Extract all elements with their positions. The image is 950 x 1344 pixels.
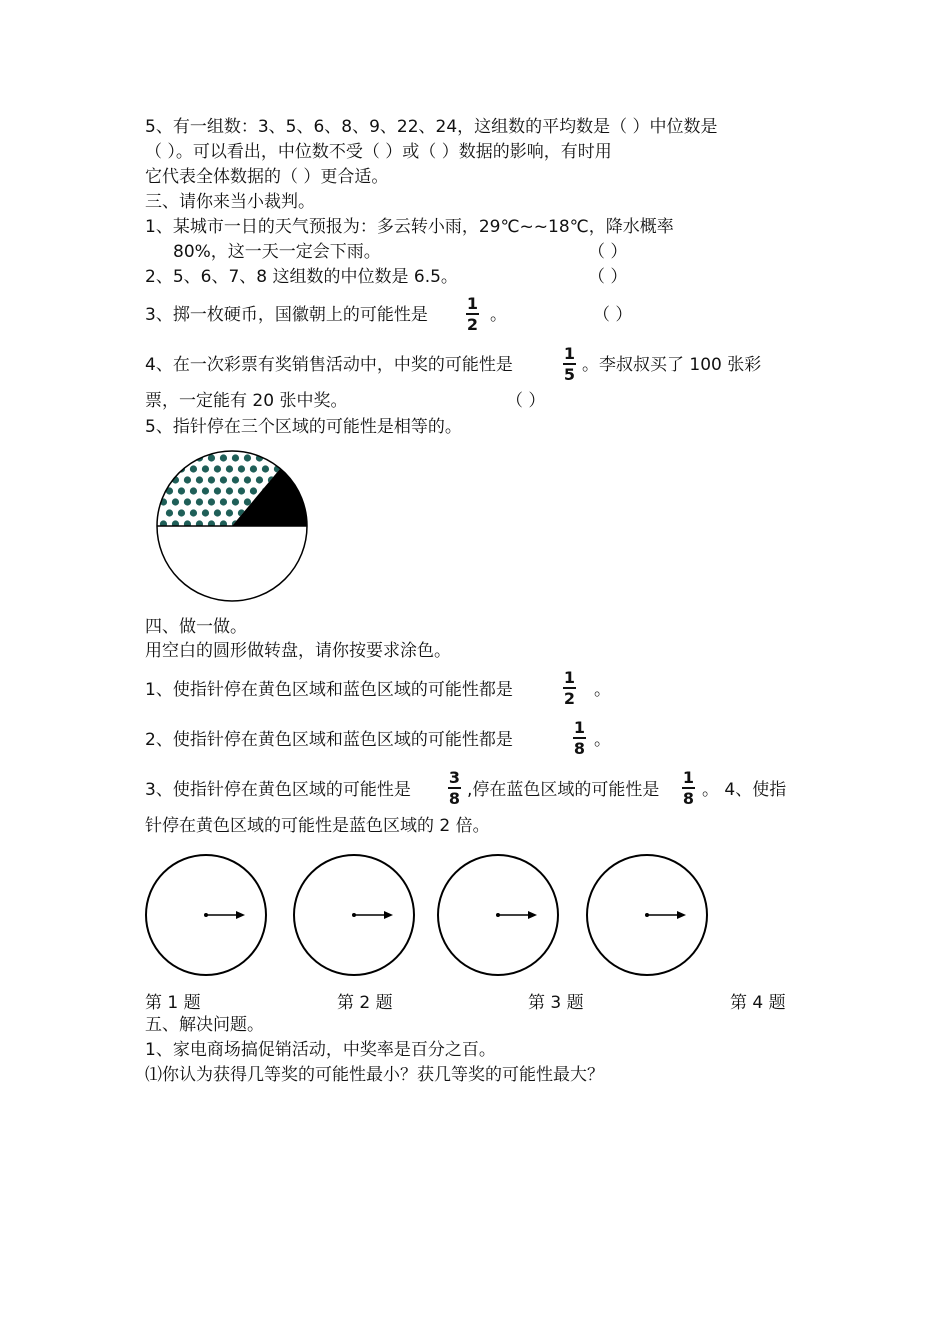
s4-q2-fraction bbox=[573, 719, 586, 757]
pattern-dot bbox=[166, 465, 173, 472]
pattern-dot bbox=[208, 454, 215, 461]
s4-q2-text: 2、使指针停在黄色区域和蓝色区域的可能性都是 bbox=[145, 730, 513, 750]
pattern-dot bbox=[214, 509, 221, 516]
blank-spinner-4[interactable] bbox=[585, 853, 711, 979]
pattern-dot bbox=[244, 454, 251, 461]
s4-q3-mid: ,停在蓝色区域的可能性是 bbox=[467, 780, 660, 800]
fraction-numerator: 1 bbox=[563, 668, 576, 687]
pattern-dot bbox=[220, 476, 227, 483]
fraction-denominator: 8 bbox=[682, 789, 695, 808]
fraction-numerator: 1 bbox=[466, 294, 479, 313]
pattern-dot bbox=[160, 454, 167, 461]
s3-q4-paren[interactable]: （ ） bbox=[506, 391, 546, 411]
pattern-dot bbox=[244, 498, 251, 505]
s3-q4-line2: 票，一定能有 20 张中奖。 bbox=[145, 391, 348, 411]
s3-q5-text: 5、指针停在三个区域的可能性是相等的。 bbox=[145, 417, 462, 437]
s3-q1-line2: 80%，这一天一定会下雨。 bbox=[173, 242, 381, 262]
pattern-dot bbox=[226, 509, 233, 516]
s3-q3-after: 。 bbox=[490, 305, 507, 325]
pattern-dot bbox=[184, 454, 191, 461]
pattern-dot bbox=[178, 487, 185, 494]
q5-line3: 它代表全体数据的（ ）更合适。 bbox=[145, 167, 389, 187]
pattern-dot bbox=[196, 498, 203, 505]
pattern-dot bbox=[250, 487, 257, 494]
s4-q4-line2: 针停在黄色区域的可能性是蓝色区域的 2 倍。 bbox=[145, 816, 490, 836]
s4-q1-text: 1、使指针停在黄色区域和蓝色区域的可能性都是 bbox=[145, 680, 513, 700]
fraction-denominator: 8 bbox=[448, 789, 461, 808]
pattern-dot bbox=[214, 487, 221, 494]
pattern-dot bbox=[250, 465, 257, 472]
q5-line2: （ ）。可以看出，中位数不受（ ）或（ ）数据的影响，有时用 bbox=[145, 142, 612, 162]
pattern-dot bbox=[232, 476, 239, 483]
pattern-dot bbox=[184, 476, 191, 483]
pattern-dot bbox=[208, 476, 215, 483]
s4-q3-fraction-blue bbox=[682, 769, 695, 807]
section4-title: 四、做一做。 bbox=[145, 617, 247, 637]
s4-q3-text: 3、使指针停在黄色区域的可能性是 bbox=[145, 780, 411, 800]
pattern-dot bbox=[202, 509, 209, 516]
s4-intro: 用空白的圆形做转盘，请你按要求涂色。 bbox=[145, 641, 451, 661]
pattern-dot bbox=[244, 476, 251, 483]
pattern-dot bbox=[160, 476, 167, 483]
pattern-dot bbox=[202, 465, 209, 472]
s5-q1-sub1: ⑴你认为获得几等奖的可能性最小？获几等奖的可能性最大？ bbox=[145, 1065, 604, 1085]
section3-title: 三、请你来当小裁判。 bbox=[145, 192, 315, 212]
pattern-dot bbox=[208, 498, 215, 505]
s4-q3-after: 。 4、使指 bbox=[702, 780, 787, 800]
s3-q3-fraction bbox=[466, 295, 479, 333]
s3-q3-paren[interactable]: （ ） bbox=[593, 305, 633, 325]
s4-q1-after: 。 bbox=[594, 680, 611, 700]
caption-4: 第 4 题 bbox=[730, 993, 786, 1013]
s4-q1-fraction bbox=[563, 669, 576, 707]
pattern-dot bbox=[184, 498, 191, 505]
pattern-dot bbox=[172, 454, 179, 461]
s3-q3-text: 3、掷一枚硬币，国徽朝上的可能性是 bbox=[145, 305, 428, 325]
pattern-dot bbox=[286, 465, 293, 472]
s3-q1-line1: 1、某城市一日的天气预报为：多云转小雨，29℃~~18℃，降水概率 bbox=[145, 217, 674, 237]
pattern-dot bbox=[190, 509, 197, 516]
pattern-dot bbox=[202, 487, 209, 494]
blank-spinner-1[interactable] bbox=[144, 853, 270, 979]
pattern-dot bbox=[172, 498, 179, 505]
s3-q4-text: 4、在一次彩票有奖销售活动中，中奖的可能性是 bbox=[145, 355, 513, 375]
pattern-dot bbox=[190, 487, 197, 494]
fraction-denominator: 2 bbox=[563, 689, 576, 708]
pattern-dot bbox=[232, 454, 239, 461]
pattern-dot bbox=[214, 465, 221, 472]
pattern-dot bbox=[238, 487, 245, 494]
section5-title: 五、解决问题。 bbox=[145, 1015, 264, 1035]
fraction-denominator: 5 bbox=[563, 365, 576, 384]
pattern-dot bbox=[166, 509, 173, 516]
fraction-numerator: 3 bbox=[448, 768, 461, 787]
pattern-dot bbox=[256, 476, 263, 483]
fraction-numerator: 1 bbox=[563, 344, 576, 363]
caption-1: 第 1 题 bbox=[145, 993, 201, 1013]
blank-spinner-2[interactable] bbox=[292, 853, 418, 979]
pattern-dot bbox=[226, 487, 233, 494]
three-region-spinner bbox=[152, 448, 312, 608]
s3-q1-paren[interactable]: （ ） bbox=[588, 242, 628, 262]
pattern-dot bbox=[190, 465, 197, 472]
s4-q3-fraction-yellow bbox=[448, 769, 461, 807]
s3-q2-text: 2、5、6、7、8 这组数的中位数是 6.5。 bbox=[145, 267, 458, 287]
caption-2: 第 2 题 bbox=[337, 993, 393, 1013]
fraction-denominator: 2 bbox=[466, 315, 479, 334]
s4-q2-after: 。 bbox=[594, 730, 611, 750]
pattern-dot bbox=[220, 498, 227, 505]
fraction-numerator: 1 bbox=[682, 768, 695, 787]
pattern-dot bbox=[226, 465, 233, 472]
fraction-numerator: 1 bbox=[573, 718, 586, 737]
pattern-dot bbox=[280, 454, 287, 461]
q5-line1: 5、有一组数：3、5、6、8、9、22、24，这组数的平均数是（ ）中位数是 bbox=[145, 117, 718, 137]
s3-q4-after: 。李叔叔买了 100 张彩 bbox=[582, 355, 762, 375]
pattern-dot bbox=[232, 498, 239, 505]
s3-q4-fraction bbox=[563, 345, 576, 383]
s3-q2-paren[interactable]: （ ） bbox=[588, 267, 628, 287]
pattern-dot bbox=[178, 509, 185, 516]
pattern-dot bbox=[220, 454, 227, 461]
pattern-dot bbox=[262, 465, 269, 472]
fraction-denominator: 8 bbox=[573, 739, 586, 758]
caption-3: 第 3 题 bbox=[528, 993, 584, 1013]
s5-q1: 1、家电商场搞促销活动，中奖率是百分之百。 bbox=[145, 1040, 496, 1060]
blank-spinner-3[interactable] bbox=[436, 853, 562, 979]
pattern-dot bbox=[196, 476, 203, 483]
pattern-dot bbox=[238, 465, 245, 472]
